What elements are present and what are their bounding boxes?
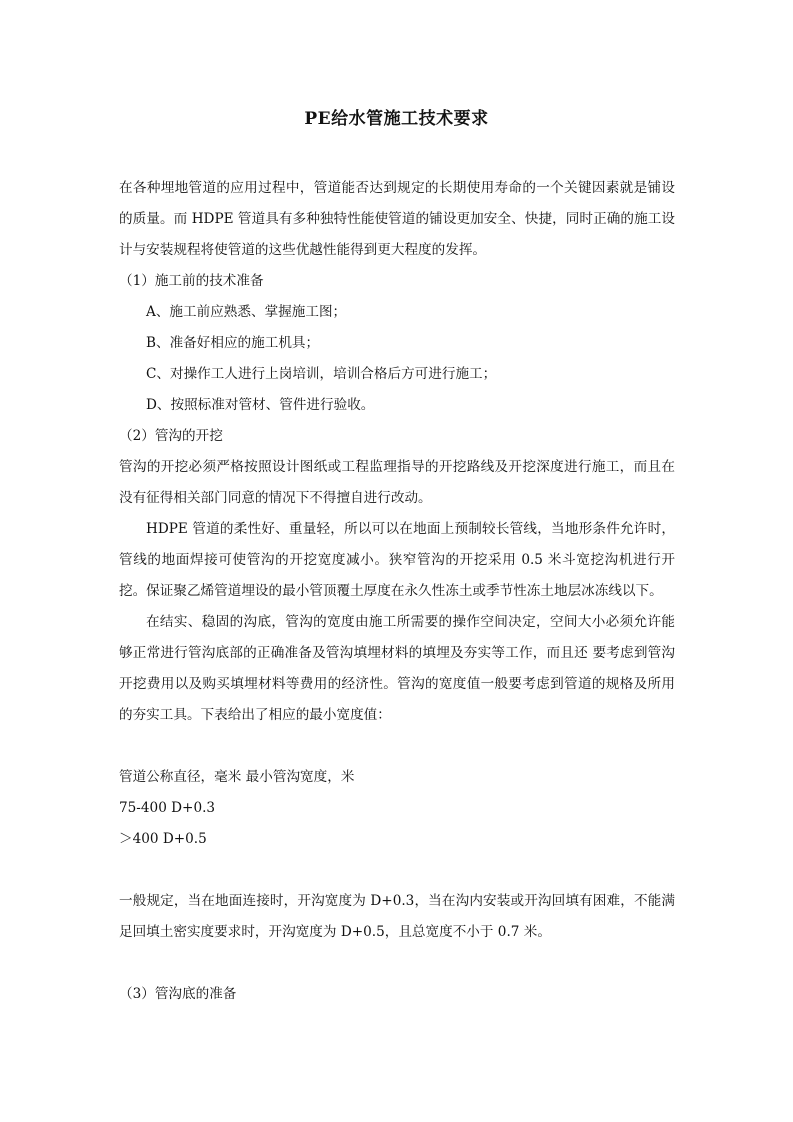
spacer — [119, 731, 675, 762]
spacer — [119, 948, 675, 979]
section1-item-a: A、施工前应熟悉、掌握施工图； — [146, 304, 347, 320]
section2-paragraph-3: 在结实、稳固的沟底，管沟的宽度由施工所需要的操作空间决定，空间大小必须允许能够正常进行管沟底部的正确准备及管沟填埋材料的填埋及夯实等工作，而且还 要考虑到管沟开挖费用以及购买填埋材料等费用的经济性。管沟的宽度值一般要考虑到管道的规格及所用的夯实工具。下表给出了相应的最小宽度值： — [119, 614, 675, 723]
document-body — [119, 173, 675, 1010]
width-table-row: ＞400 D+0.5 — [119, 831, 207, 847]
section1-heading: （1）施工前的技术准备 — [119, 273, 264, 289]
section1-item-b: B、准备好相应的施工机具； — [146, 335, 320, 351]
section2-paragraph-1: 管沟的开挖必须严格按照设计图纸或工程监理指导的开挖路线及开挖深度进行施工，而且在没有征得相关部门同意的情况下不得擅自进行改动。 — [119, 459, 675, 506]
section1-item-d: D、按照标准对管材、管件进行验收。 — [146, 397, 375, 413]
section3-heading: （3）管沟底的准备 — [119, 986, 237, 1002]
section2-paragraph-4: 一般规定，当在地面连接时，开沟宽度为 D+0.3，当在沟内安装或开沟回填有困难，不能满足回填土密实度要求时，开沟宽度为 D+0.5，且总宽度不小于 0.7 米。 — [119, 893, 675, 940]
section2-heading: （2）管沟的开挖 — [119, 428, 223, 444]
spacer — [119, 855, 675, 886]
intro-paragraph: 在各种埋地管道的应用过程中，管道能否达到规定的长期使用寿命的一个关键因素就是铺设的质量。而 HDPE 管道具有多种独特性能使管道的铺设更加安全、快捷，同时正确的施工设计与安装规程将使管道的这些优越性能得到更大程度的发挥。 — [119, 180, 675, 258]
section1-item-c: C、对操作工人进行上岗培训，培训合格后方可进行施工； — [146, 366, 497, 382]
width-table-header: 管道公称直径，毫米 最小管沟宽度，米 — [119, 769, 355, 785]
document-title: PE给水管施工技术要求 — [304, 109, 489, 129]
width-table-row: 75-400 D+0.3 — [119, 800, 216, 816]
section2-paragraph-2: HDPE 管道的柔性好、重量轻，所以可以在地面上预制较长管线，当地形条件允许时，管线的地面焊接可使管沟的开挖宽度减小。狭窄管沟的开挖采用 0.5 米斗宽挖沟机进行开挖。保证聚乙烯管道埋设的最小管顶覆土厚度在永久性冻土或季节性冻土地层冰冻线以下。 — [119, 521, 675, 599]
